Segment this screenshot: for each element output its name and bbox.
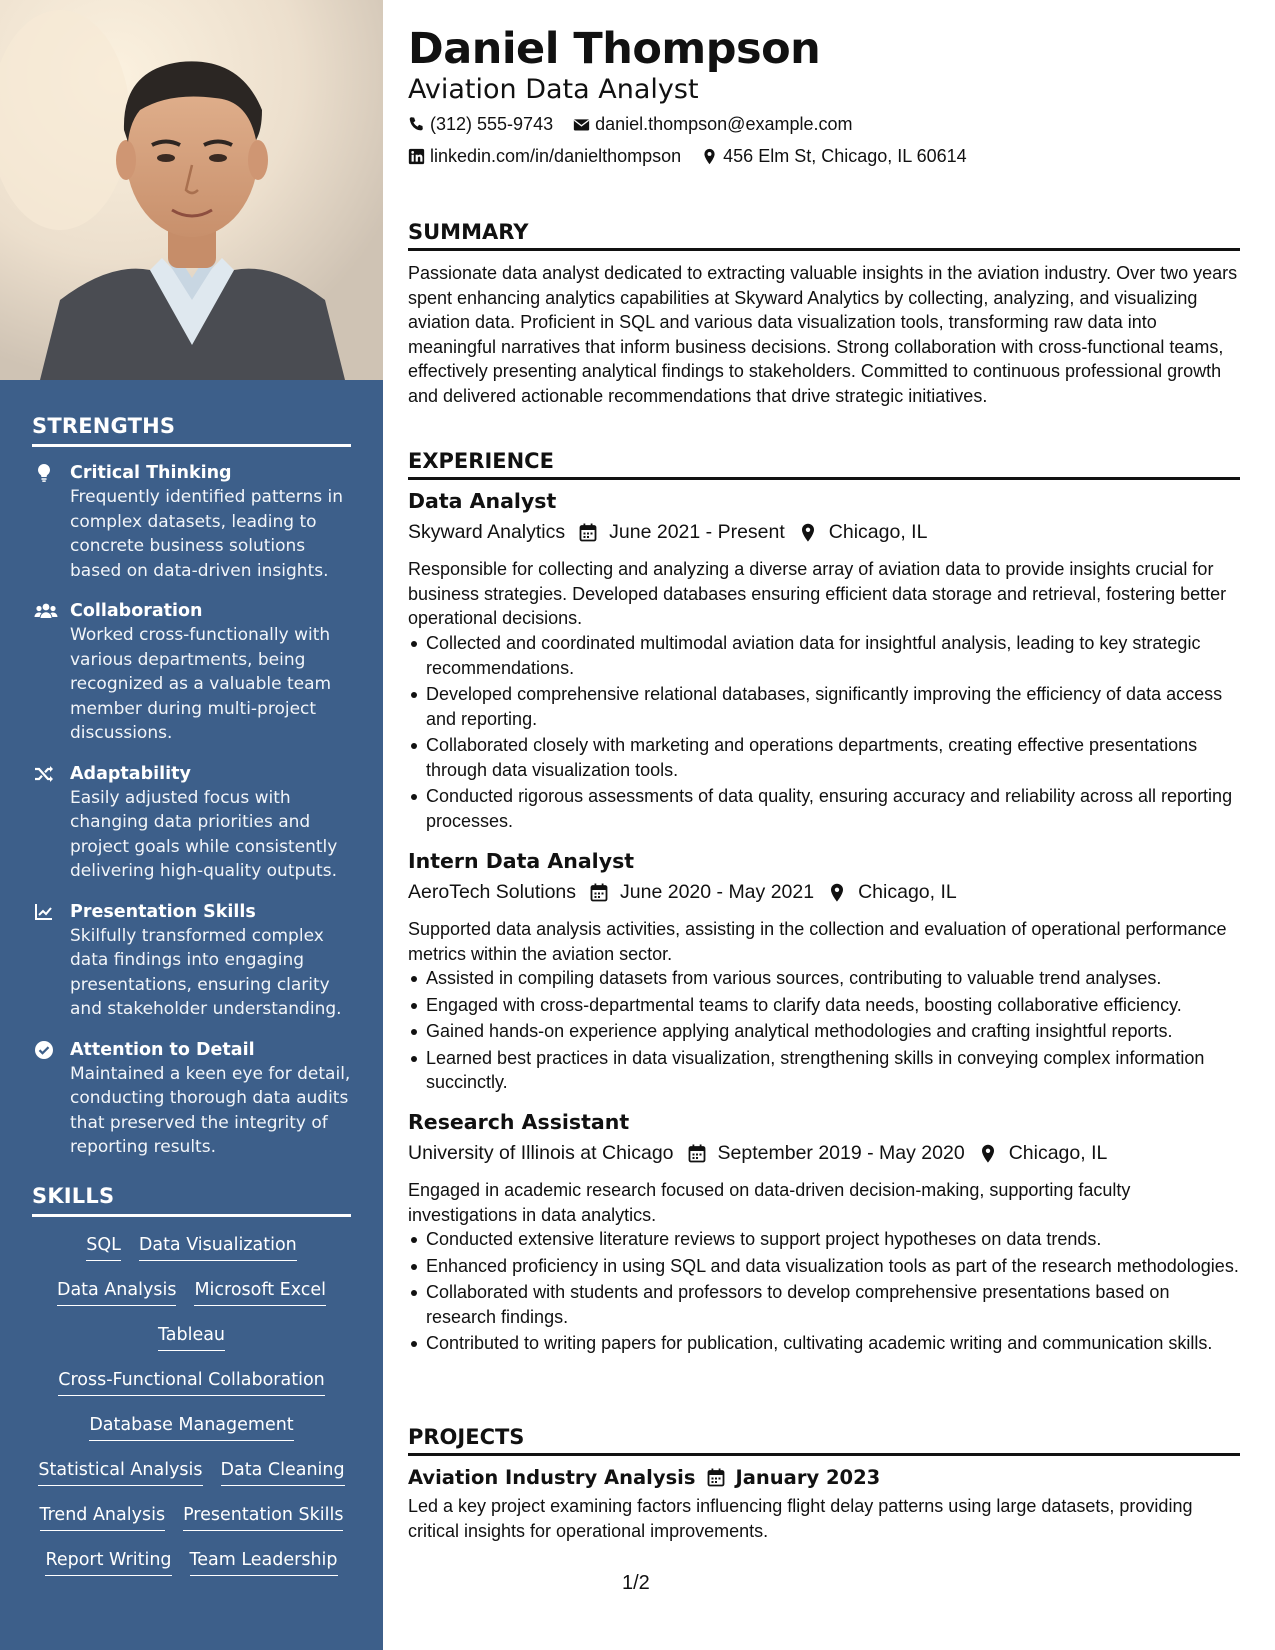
job-location: Chicago, IL [828,521,928,543]
check-circle-icon [34,1040,54,1060]
strength-title: Critical Thinking [70,463,232,483]
skill-tag: Team Leadership [190,1548,338,1576]
strength-description: Frequently identified patterns in complex datasets, leading to concrete business solutions based on data-driven insights. [70,487,343,581]
envelope-icon [573,116,590,133]
skill-tag: Cross-Functional Collaboration [58,1368,325,1396]
strength-description: Skilfully transformed complex data findings into engaging presentations, ensuring clarity and stakeholder understanding. [70,925,342,1019]
strength-title: Adaptability [70,763,191,784]
strength-title: Collaboration [70,601,203,621]
list-item: Assisted in compiling datasets from various sources, contributing to valuable trend analyses. [408,966,1240,991]
shuffle-icon [34,764,54,784]
list-item: Gained hands-on experience applying analytical methodologies and crafting insightful reports. [408,1019,1240,1044]
candidate-name: Daniel Thompson [408,24,821,74]
email-text[interactable]: daniel.thompson@example.com [595,114,853,134]
summary-text: Passionate data analyst dedicated to extracting valuable insights in the aviation industry. Over two years spent enhancing analytics capabilities at Skyward Analytics by collecting, analyzing, and visualizing aviation data. Proficient in SQL and various data visualization tools, transforming raw data into meaningful narratives that inform business decisions. Strong collaboration with cross-functional teams, effectively presenting analytical findings to stakeholders. Committed to continuous professional growth and delivered actionable recommendations that drive strategic initiatives. [408,263,1238,406]
strength-description: Easily adjusted focus with changing data priorities and project goals while consistently delivering high-quality outputs. [70,787,338,881]
job-meta [408,521,927,544]
list-item: Conducted rigorous assessments of data quality, ensuring accuracy and reliability across all reporting processes. [408,784,1240,833]
strength-item [32,1038,354,1160]
strengths-heading: STRENGTHS [32,414,351,447]
job-title: Research Assistant [408,1110,630,1134]
phone-contact [408,114,553,135]
job-description: Engaged in academic research focused on data-driven decision-making, supporting faculty investigations in data analytics. [408,1180,1131,1225]
skill-row [32,1413,351,1458]
calendar-icon [707,1468,725,1487]
job-meta [408,1142,1107,1165]
skill-tag: Tableau [158,1323,225,1351]
linkedin-text[interactable]: linkedin.com/in/danielthompson [430,146,682,166]
linkedin-icon [408,148,425,165]
skill-row [32,1503,351,1548]
skill-row [32,1233,351,1278]
skill-row [32,1368,351,1413]
job-company: Skyward Analytics [408,521,566,543]
address-text: 456 Elm St, Chicago, IL 60614 [723,146,967,166]
skills-heading: SKILLS [32,1184,351,1217]
skill-tag: Data Cleaning [221,1458,345,1486]
address-contact [701,146,966,167]
job-company: University of Illinois at Chicago [408,1142,674,1164]
phone-text: (312) 555-9743 [430,114,554,134]
skill-tag: Data Visualization [139,1233,297,1261]
skill-tag: Data Analysis [57,1278,176,1306]
job-dates: June 2021 - Present [609,521,785,543]
list-item: Engaged with cross-departmental teams to clarify data needs, boosting collaborative efficiency. [408,993,1240,1018]
job-location: Chicago, IL [1008,1142,1108,1164]
sidebar [0,0,383,1650]
skills-list [32,1233,351,1593]
job-dates: June 2020 - May 2021 [620,881,815,903]
strength-item [32,900,354,1022]
job-description: Supported data analysis activities, assisting in the collection and evaluation of operational performance metrics within the aviation sector. [408,919,1227,964]
strength-item [32,762,354,884]
strength-title: Attention to Detail [70,1039,255,1060]
email-contact[interactable] [573,114,852,135]
project-description: Led a key project examining factors influencing flight delay patterns using large datasets, providing critical insights for operational improvements. [408,1496,1193,1541]
location-pin-icon [799,523,817,542]
skill-row [32,1548,351,1593]
skill-tag: Presentation Skills [183,1503,343,1531]
job-dates: September 2019 - May 2020 [717,1142,965,1164]
chart-line-icon [34,902,54,922]
contact-line-2 [408,146,981,167]
job-bullets [408,631,1240,835]
linkedin-contact[interactable] [408,146,681,167]
job-bullets [408,966,1240,1097]
profile-photo [0,0,383,380]
job-meta [408,881,957,904]
project-date: January 2023 [735,1466,881,1489]
projects-heading: PROJECTS [408,1425,1240,1456]
list-item: Contributed to writing papers for publication, cultivating academic writing and communication skills. [408,1331,1240,1356]
list-item: Collaborated with students and professors to develop comprehensive presentations based on research findings. [408,1280,1240,1329]
lightbulb-icon [34,463,54,483]
list-item: Learned best practices in data visualization, strengthening skills in conveying complex information succinctly. [408,1046,1240,1095]
skill-row [32,1278,351,1323]
job-company: AeroTech Solutions [408,881,577,903]
skill-tag: Statistical Analysis [38,1458,202,1486]
strength-item [32,461,354,583]
strength-description: Maintained a keen eye for detail, conducting thorough data audits that preserved the integrity of reporting results. [70,1063,351,1157]
page-number: 1/2 [622,1572,650,1594]
job-title: Data Analyst [408,489,557,513]
summary-heading: SUMMARY [408,220,1240,251]
job-description: Responsible for collecting and analyzing a diverse array of aviation data to provide insights crucial for business strategies. Developed databases ensuring efficient data storage and retrieval, fostering better operational decisions. [408,559,1227,628]
skill-tag: Trend Analysis [40,1503,166,1531]
contact-line-1 [408,114,867,135]
skill-tag: Microsoft Excel [194,1278,326,1306]
skill-row [32,1458,351,1503]
experience-heading: EXPERIENCE [408,449,1240,480]
strengths-list [32,461,354,1176]
skill-tag: Report Writing [45,1548,171,1576]
phone-icon [408,116,425,133]
skill-row [32,1323,351,1368]
strength-title: Presentation Skills [70,901,256,922]
strength-description: Worked cross-functionally with various departments, being recognized as a valuable team member during multi-project discussions. [70,625,332,743]
list-item: Enhanced proficiency in using SQL and data visualization tools as part of the research methodologies. [408,1254,1240,1279]
calendar-icon [688,1144,706,1163]
list-item: Collected and coordinated multimodal aviation data for insightful analysis, leading to key strategic recommendations. [408,631,1240,680]
list-item: Conducted extensive literature reviews to support project hypotheses on data trends. [408,1227,1240,1252]
project-header [408,1466,880,1489]
job-bullets [408,1227,1240,1358]
project-title: Aviation Industry Analysis [408,1466,696,1489]
location-pin-icon [828,883,846,902]
list-item: Collaborated closely with marketing and operations departments, creating effective presentations through data visualization tools. [408,733,1240,782]
location-pin-icon [979,1144,997,1163]
list-item: Developed comprehensive relational databases, significantly improving the efficiency of data access and reporting. [408,682,1240,731]
calendar-icon [590,883,608,902]
strength-item [32,599,354,746]
candidate-role: Aviation Data Analyst [408,74,699,105]
skill-tag: Database Management [89,1413,293,1441]
skill-tag: SQL [86,1233,121,1261]
location-pin-icon [701,148,718,165]
calendar-icon [579,523,597,542]
users-icon [34,601,54,621]
job-title: Intern Data Analyst [408,849,635,873]
job-location: Chicago, IL [858,881,957,903]
